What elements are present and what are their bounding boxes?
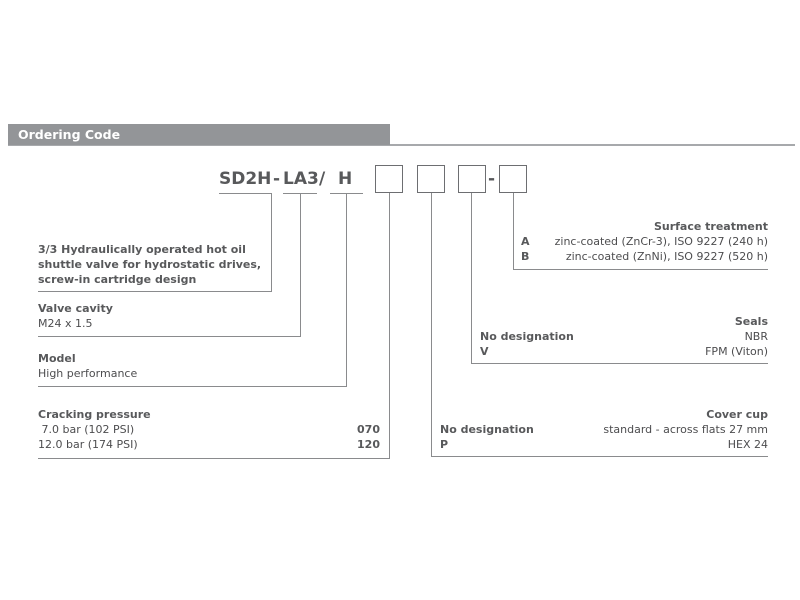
connector-description-v <box>271 193 272 292</box>
section-title: Ordering Code <box>18 127 121 142</box>
cracking-pressure-row-1-code: 070 <box>357 423 380 436</box>
surface-row-2-desc: zinc-coated (ZnNi), ISO 9227 (520 h) <box>565 250 768 263</box>
seals-row-1-code: No designation <box>480 330 574 343</box>
cover-cup-row-2-desc: HEX 24 <box>727 438 768 451</box>
surface-row-2-code: B <box>521 250 530 263</box>
connector-cavity-v <box>300 193 301 337</box>
connector-surface-v <box>513 193 514 270</box>
model-value: High performance <box>38 367 138 380</box>
cracking-pressure-row-2-code: 120 <box>357 438 380 451</box>
surface-treatment-title: Surface treatment <box>653 220 768 233</box>
model-title: Model <box>38 352 76 365</box>
code-sep-3: - <box>488 169 496 189</box>
cracking-pressure-title: Cracking pressure <box>38 408 151 421</box>
connector-seals-h <box>471 363 768 364</box>
connector-model-h <box>38 386 347 387</box>
connector-seals-v <box>471 193 472 364</box>
seals-row-1-desc: NBR <box>744 330 768 343</box>
description-line-1: 3/3 Hydraulically operated hot oil <box>38 243 246 256</box>
connector-description-h <box>38 291 272 292</box>
connector-pressure-v <box>389 193 390 459</box>
connector-cavity-h <box>38 336 301 337</box>
connector-cover-v <box>431 193 432 457</box>
valve-cavity-value: M24 x 1.5 <box>38 317 93 330</box>
cover-cup-row-1-code: No designation <box>440 423 534 436</box>
code-sep-2: / <box>319 169 326 189</box>
connector-surface-h <box>513 269 768 270</box>
code-box-cover-cup <box>417 165 445 193</box>
underline-series <box>219 193 271 194</box>
cover-cup-title: Cover cup <box>706 408 768 421</box>
code-part-model: H <box>338 169 353 189</box>
cover-cup-row-1-desc: standard - across flats 27 mm <box>603 423 768 436</box>
code-part-type: LA3 <box>283 169 319 189</box>
connector-cover-h <box>431 456 768 457</box>
code-box-seals <box>458 165 486 193</box>
seals-title: Seals <box>734 315 768 328</box>
code-part-series: SD2H <box>219 169 272 189</box>
surface-row-1-desc: zinc-coated (ZnCr-3), ISO 9227 (240 h) <box>554 235 768 248</box>
valve-cavity-title: Valve cavity <box>38 302 113 315</box>
code-box-surface <box>499 165 527 193</box>
cover-cup-row-2-code: P <box>440 438 449 451</box>
code-sep-1: - <box>273 169 281 189</box>
seals-row-2-code: V <box>480 345 489 358</box>
surface-row-1-code: A <box>521 235 530 248</box>
connector-model-v <box>346 193 347 387</box>
cracking-pressure-row-2-label: 12.0 bar (174 PSI) <box>38 438 138 451</box>
code-box-cracking-pressure <box>375 165 403 193</box>
description-line-2: shuttle valve for hydrostatic drives, <box>38 258 262 271</box>
cracking-pressure-row-1-label: 7.0 bar (102 PSI) <box>38 423 135 436</box>
seals-row-2-desc: FPM (Viton) <box>705 345 768 358</box>
connector-pressure-h <box>38 458 390 459</box>
description-line-3: screw-in cartridge design <box>38 273 197 286</box>
